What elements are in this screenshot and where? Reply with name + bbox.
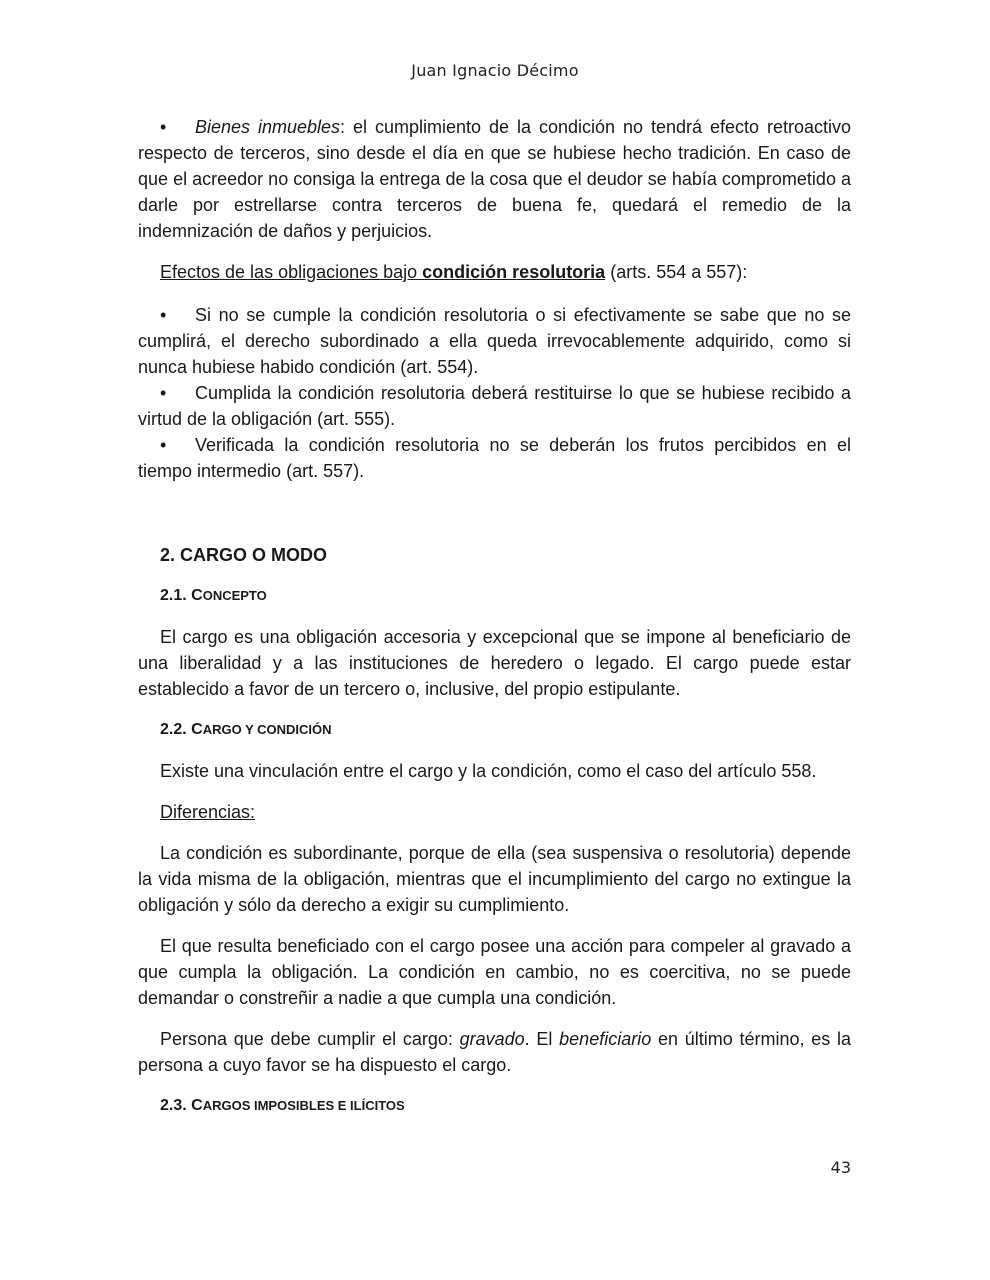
persona-text-3: en último término, es la persona a cuyo favor se ha dispuesto el cargo. [138,1029,851,1075]
subsection-cap: C [191,587,203,604]
persona-text-1: Persona que debe cumplir el cargo: [160,1029,460,1049]
list-item [138,432,851,484]
section-title: 2. CARGO O MODO [160,545,328,565]
subsection-title-cargos-imposibles [138,1093,851,1119]
persona-text-2: . El [524,1029,560,1049]
list-item-text: Si no se cumple la condición resolutoria o si efectivamente se sabe que no se cumplirá, el derecho subordinado a ella queda irrevocablemente adquirido, como si nunca hubiese habido condición (art. 554). [138,305,851,377]
subsection-title-concepto [138,583,851,609]
bullet-icon: • [160,117,167,137]
list-item [138,380,851,432]
subsection-cap: C [191,1097,203,1114]
page-number: 43 [830,1158,851,1177]
subsection-number: 2.2. [160,721,187,738]
bullet-icon: • [160,383,167,403]
persona-italic-beneficiario: beneficiario [559,1029,652,1049]
persona-italic-gravado: gravado [459,1029,525,1049]
paragraph-concepto: El cargo es una obligación accesoria y excepcional que se impone al beneficiario de una liberalidad y a las instituciones de heredero o legado. El cargo puede estar establecido a favor de un tercero o, inclusive, del propio estipulante. [138,627,851,699]
effects-heading-bold: condición resolutoria [422,262,606,282]
effects-heading [138,259,851,285]
subsection-cap: C [191,721,203,738]
list-item-text: Cumplida la condición resolutoria deberá restituirse lo que se hubiese recibido a virtud de la obligación (art. 555). [138,383,851,429]
subsection-number: 2.1. [160,587,187,604]
list-item [138,114,851,244]
bullet-icon: • [160,435,167,455]
bullet-icon: • [160,305,167,325]
subsection-rest: ARGOS IMPOSIBLES E ILÍCITOS [202,1098,405,1113]
page-header: Juan Ignacio Décimo [411,61,579,80]
effects-heading-suffix: (arts. 554 a 557): [605,262,748,282]
subsection-rest: ONCEPTO [202,588,267,603]
paragraph-persona [138,1026,851,1078]
page-content [138,114,851,1119]
differences-label [138,799,851,825]
list-item-text: Verificada la condición resolutoria no se deberán los frutos percibidos en el tiempo intermedio (art. 557). [138,435,851,481]
subsection-number: 2.3. [160,1097,187,1114]
list-item-text: : el cumplimiento de la condición no tendrá efecto retroactivo respecto de terceros, sino desde el día en que se hubiese hecho tradición. En caso de que el acreedor no consiga la entrega de la cosa que el deudor se había comprometido a darle por estrellarse contra terceros de buena fe, quedará el remedio de la indemnización de daños y perjuicios. [138,117,851,241]
term-italic: Bienes inmuebles [195,117,341,137]
paragraph-diferencia-1: La condición es subordinante, porque de ella (sea suspensiva o resolutoria) depende la vida misma de la obligación, mientras que el incumplimiento del cargo no extingue la obligación y sólo da derecho a exigir su cumplimiento. [138,843,851,915]
effects-heading-prefix: Efectos de las obligaciones bajo [160,262,423,282]
paragraph-diferencia-2: El que resulta beneficiado con el cargo posee una acción para compeler al gravado a que cumpla la obligación. La condición en cambio, no es coercitiva, no se puede demandar o constreñir a nadie a que cumpla una condición. [138,936,851,1008]
paragraph-vinculacion: Existe una vinculación entre el cargo y la condición, como el caso del artículo 558. [160,761,817,781]
differences-label-text: Diferencias: [160,802,256,822]
subsection-title-cargo-condicion [138,717,851,743]
subsection-rest: ARGO Y CONDICIÓN [202,722,332,737]
list-item [138,302,851,380]
